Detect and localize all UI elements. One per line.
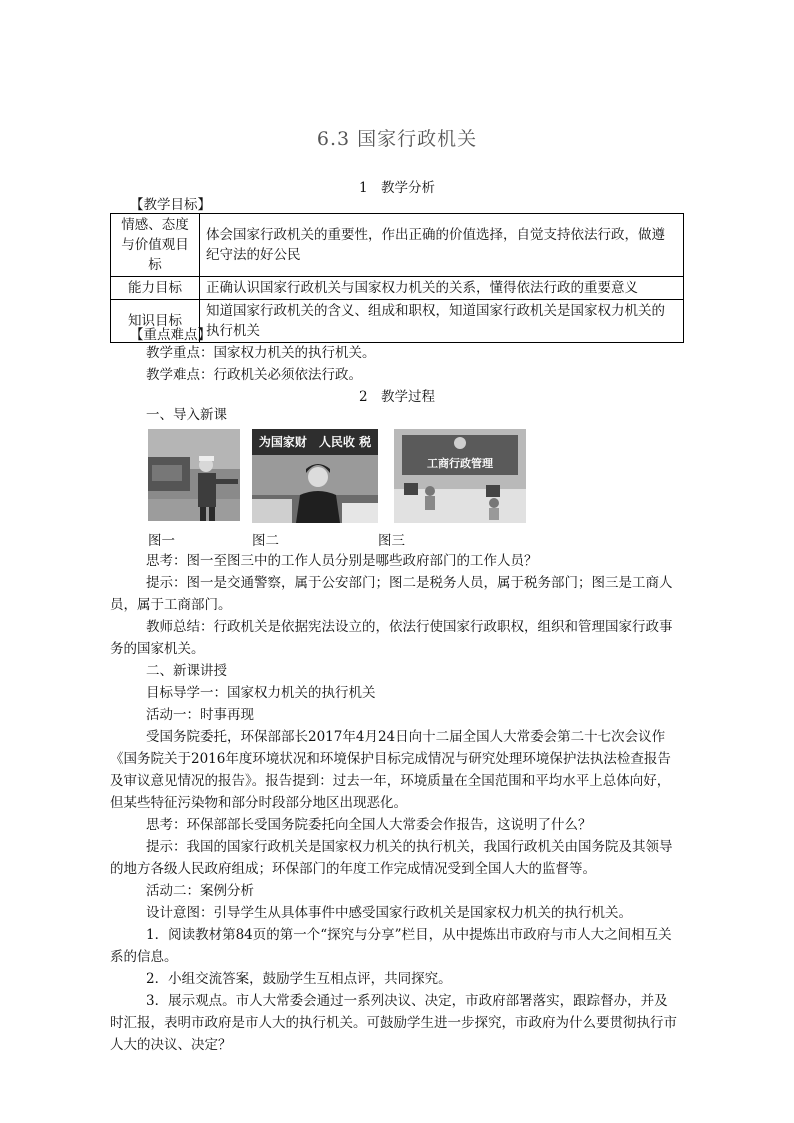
goal-1: 目标导学一：国家权力机关的执行机关: [146, 685, 376, 701]
activity-1: 活动一：时事再现: [146, 707, 254, 723]
new-heading: 二、新课讲授: [146, 663, 227, 679]
caption-3: 图三: [378, 533, 405, 549]
design-intent: 设计意图：引导学生从具体事件中感受国家行政机关是国家权力机关的执行机关。: [146, 905, 632, 921]
section-teaching-analysis: 1 教学分析: [358, 180, 436, 196]
photo-tax-officer: [252, 429, 378, 523]
think-1: 思考：图一至图三中的工作人员分别是哪些政府部门的工作人员？: [146, 553, 538, 569]
step-2: 2．小组交流答案，鼓励学生互相点评，共同探究。: [146, 971, 452, 987]
hint-2: 提示：我国的国家行政机关是国家权力机关的执行机关，我国行政机关由国务院及其领导的地方各级人民政府组成；环保部门的年度工作完成情况受到全国人大的监督等。: [110, 839, 673, 877]
tax-sign-text: 为国家财 人民收 税: [258, 435, 372, 449]
goal-text: 正确认识国家行政机关与国家权力机关的关系，懂得依法行政的重要意义: [200, 277, 684, 300]
goal-text: 知道国家行政机关的含义、组成和职权，知道国家行政机关是国家权力机关的执行机关: [200, 300, 684, 343]
key-point: 教学重点：国家权力机关的执行机关。: [146, 345, 376, 361]
goal-label: 知识目标: [111, 300, 200, 343]
step-1: 1．阅读教材第84页的第一个“探究与分享”栏目，从中提炼出市政府与市人大之间相互关系的信息。: [110, 927, 672, 965]
table-row: [111, 277, 684, 300]
goal-text: 体会国家行政机关的重要性，作出正确的价值选择，自觉支持依法行政，做遵纪守法的好公民: [200, 214, 684, 277]
goals-heading: 【教学目标】: [130, 197, 211, 213]
photo-business-office: [394, 429, 526, 523]
page-title: 6.3 国家行政机关: [316, 128, 478, 150]
intro-heading: 一、导入新课: [146, 407, 227, 423]
photo-traffic-police: [148, 429, 240, 521]
news-paragraph: 受国务院委托，环保部部长2017年4月24日向十二届全国人大常委会第二十七次会议作《国务院关于2016年度环境状况和环境保护目标完成情况与研究处理环境保护法执法检查报告及审议意见情况的报告》。报告提到：过去一年，环境质量在全国范围和平均水平上总体向好，但某些特征污染物和部分时段部分地区出现恶化。: [110, 729, 671, 811]
body-text: [110, 550, 678, 1056]
caption-2: 图二: [252, 533, 279, 549]
step-3: 3．展示观点。市人大常委会通过一系列决议、决定，市政府部署落实，跟踪督办，并及时汇报，表明市政府是市人大的执行机关。可鼓励学生进一步探究，市政府为什么要贯彻执行市人大的决议、决定？: [110, 993, 677, 1053]
hint-1: 提示：图一是交通警察，属于公安部门；图二是税务人员，属于税务部门；图三是工商人员，属于工商部门。: [110, 575, 673, 613]
key-heading: 【重点难点】: [130, 327, 211, 343]
caption-1: 图一: [148, 533, 175, 549]
goal-label: 能力目标: [111, 277, 200, 300]
business-sign-text: 工商行政管理: [427, 457, 493, 470]
activity-2: 活动二：案例分析: [146, 883, 254, 899]
think-2: 思考：环保部部长受国务院委托向全国人大常委会作报告，这说明了什么？: [146, 817, 592, 833]
goal-label: 情感、态度与价值观目标: [111, 214, 200, 277]
summary: 教师总结：行政机关是依据宪法设立的，依法行使国家行政职权，组织和管理国家行政事务的国家机关。: [110, 619, 673, 657]
table-row: [111, 214, 684, 277]
section-teaching-process: 2 教学过程: [358, 389, 436, 405]
difficult-point: 教学难点：行政机关必须依法行政。: [146, 367, 362, 383]
